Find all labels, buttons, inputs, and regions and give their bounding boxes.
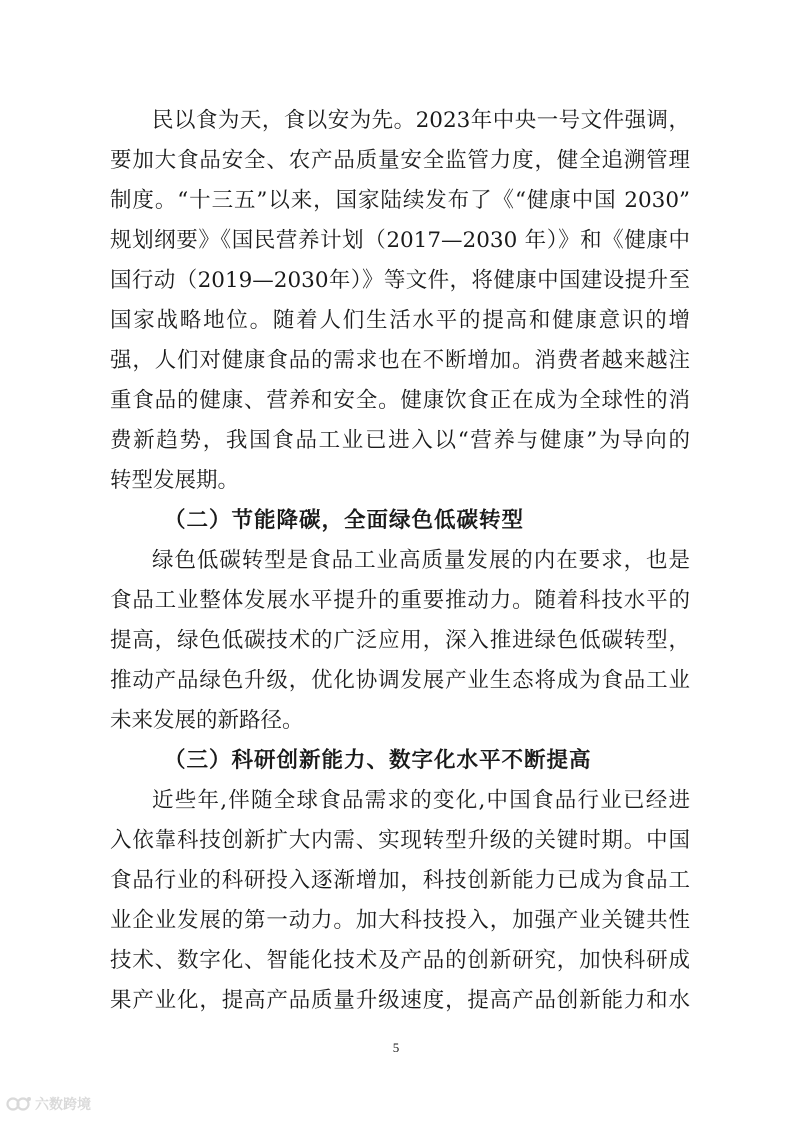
paragraph-2-line: 推动产品绿色升级，优化协调发展产业生态将成为食品工业 — [110, 668, 690, 693]
watermark-text: 六数跨境 — [35, 1097, 91, 1113]
paragraph-1-line: 转型发展期。 — [110, 468, 240, 493]
paragraph-1-line: 民以食为天，食以安为先。2023年中央一号文件强调， — [152, 108, 690, 133]
paragraph-1-line: 国行动（2019—2030年）》等文件，将健康中国建设提升至 — [110, 268, 690, 293]
paragraph-1-line: 要加大食品安全、农产品质量安全监管力度，健全追溯管理 — [110, 148, 690, 173]
watermark — [6, 1093, 91, 1115]
paragraph-3-line: 技术、数字化、智能化技术及产品的创新研究，加快科研成 — [110, 948, 690, 973]
paragraph-3-line: 业企业发展的第一动力。加大科技投入，加强产业关键共性 — [110, 908, 690, 933]
paragraph-2-line: 绿色低碳转型是食品工业高质量发展的内在要求，也是 — [152, 548, 690, 573]
paragraph-1-line: 国家战略地位。随着人们生活水平的提高和健康意识的增 — [110, 308, 690, 333]
paragraph-3-line: 近些年,伴随全球食品需求的变化,中国食品行业已经进 — [152, 788, 690, 813]
section-heading-2: （二）节能降碳，全面绿色低碳转型 — [164, 508, 525, 533]
paragraph-2-line: 食品工业整体发展水平提升的重要推动力。随着科技水平的 — [110, 588, 690, 613]
page-number: 5 — [392, 1040, 400, 1055]
paragraph-2-line: 提高，绿色低碳技术的广泛应用，深入推进绿色低碳转型， — [110, 628, 690, 653]
paragraph-1-line: 强，人们对健康食品的需求也在不断增加。消费者越来越注 — [110, 348, 690, 373]
paragraph-1-line: 制度。“十三五”以来，国家陆续发布了《“健康中国 2030” — [110, 188, 690, 213]
paragraph-1-line: 费新趋势，我国食品工业已进入以“营养与健康”为导向的 — [110, 428, 690, 453]
paragraph-3-line: 食品行业的科研投入逐渐增加，科技创新能力已成为食品工 — [110, 868, 690, 893]
paragraph-1-line: 规划纲要》《国民营养计划（2017—2030 年）》和《健康中 — [110, 228, 690, 253]
watermark-logo-icon — [6, 1095, 32, 1113]
paragraph-2-line: 未来发展的新路径。 — [110, 708, 304, 733]
section-heading-3: （三）科研创新能力、数字化水平不断提高 — [164, 748, 592, 773]
paragraph-1-line: 重食品的健康、营养和安全。健康饮食正在成为全球性的消 — [110, 388, 690, 413]
paragraph-3-line: 果产业化，提高产品质量升级速度，提高产品创新能力和水 — [110, 988, 690, 1013]
paragraph-3-line: 入依靠科技创新扩大内需、实现转型升级的关键时期。中国 — [110, 828, 690, 853]
